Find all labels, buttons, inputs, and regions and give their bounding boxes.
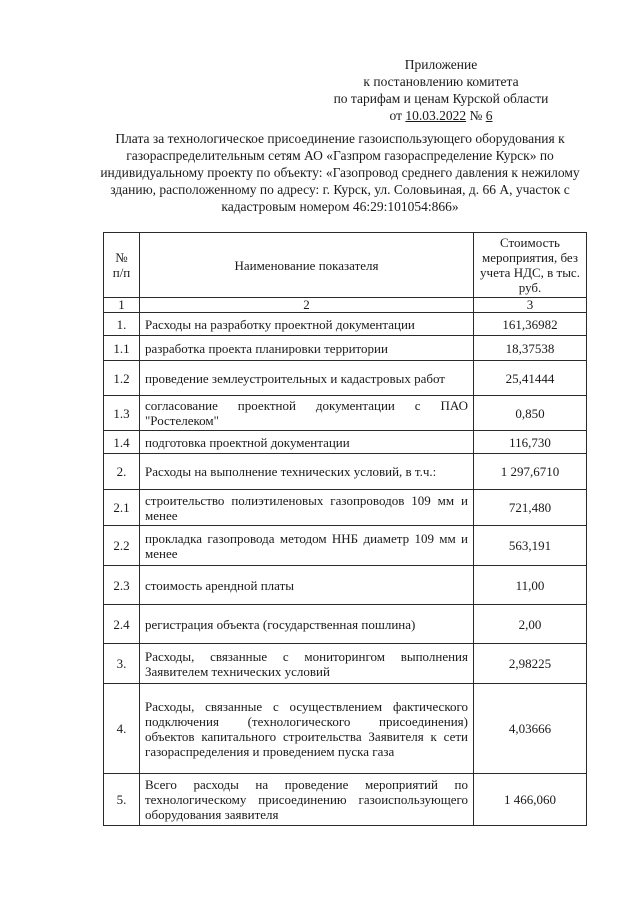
- header-cost: Стоимость мероприятия, без учета НДС, в тыс. руб.: [474, 233, 587, 298]
- row-number: 4.: [104, 684, 140, 774]
- row-name: стоимость арендной платы: [140, 566, 474, 605]
- row-value: 25,41444: [474, 361, 587, 396]
- row-name: разработка проекта планировки территории: [140, 336, 474, 361]
- table-row: [104, 490, 587, 526]
- row-name: подготовка проектной документации: [140, 431, 474, 454]
- row-value: 721,480: [474, 490, 587, 526]
- appendix-block: [316, 56, 566, 124]
- appendix-line-2: к постановлению комитета: [363, 74, 519, 89]
- column-number-1: 1: [104, 298, 140, 313]
- column-number-2: 2: [140, 298, 474, 313]
- row-name: Расходы, связанные с мониторингом выполнения Заявителем технических условий: [140, 644, 474, 684]
- table-row: [104, 605, 587, 644]
- row-number: 2.4: [104, 605, 140, 644]
- document-title: Плата за технологическое присоединение газоиспользующего оборудования к газораспределительным сетям АО «Газпром газораспределение Курск» по индивидуальному проекту по объекту: «Газопровод среднего давления к нежилому зданию, расположенному по адресу: г. Курск, ул. Соловьиная, д. 66 А, участок с кадастровым номером 46:29:101054:866»: [100, 131, 580, 214]
- row-value: 563,191: [474, 526, 587, 566]
- row-name: Расходы на разработку проектной документации: [140, 313, 474, 336]
- table-row: [104, 361, 587, 396]
- table-row: [104, 644, 587, 684]
- row-value: 2,98225: [474, 644, 587, 684]
- row-number: 2.: [104, 454, 140, 490]
- table-header-row: [104, 233, 587, 298]
- column-numbers-row: [104, 298, 587, 313]
- row-value: 116,730: [474, 431, 587, 454]
- resolution-date: 10.03.2022: [405, 108, 467, 123]
- row-number: 1.2: [104, 361, 140, 396]
- header-name: Наименование показателя: [140, 233, 474, 298]
- row-value: 11,00: [474, 566, 587, 605]
- resolution-number: 6: [485, 108, 493, 123]
- date-prefix: от: [389, 108, 406, 123]
- table-row: [104, 454, 587, 490]
- cost-table: [103, 232, 587, 826]
- row-number: 2.3: [104, 566, 140, 605]
- row-value: 1 297,6710: [474, 454, 587, 490]
- table-row: [104, 336, 587, 361]
- row-number: 3.: [104, 644, 140, 684]
- row-number: 1.: [104, 313, 140, 336]
- row-number: 2.1: [104, 490, 140, 526]
- appendix-line-1: Приложение: [404, 57, 478, 72]
- table-row: [104, 431, 587, 454]
- row-name: строительство полиэтиленовых газопроводов 109 мм и менее: [140, 490, 474, 526]
- table-row: [104, 313, 587, 336]
- appendix-date-line: [316, 107, 566, 124]
- row-name: согласование проектной документации с ПАО "Ростелеком": [140, 396, 474, 431]
- row-name: проведение землеустроительных и кадастровых работ: [140, 361, 474, 396]
- row-name: Расходы, связанные с осуществлением фактического подключения (технологического присоединения) объектов капитального строительства Заявителя к сети газораспределения и проведением пуска газа: [140, 684, 474, 774]
- row-value: 0,850: [474, 396, 587, 431]
- row-name: прокладка газопровода методом ННБ диаметр 109 мм и менее: [140, 526, 474, 566]
- table-row: [104, 566, 587, 605]
- header-number: № п/п: [104, 233, 140, 298]
- column-number-3: 3: [474, 298, 587, 313]
- table-row: [104, 774, 587, 826]
- row-value: 18,37538: [474, 336, 587, 361]
- row-number: 1.4: [104, 431, 140, 454]
- number-prefix: №: [466, 108, 486, 123]
- row-name: Расходы на выполнение технических условий, в т.ч.:: [140, 454, 474, 490]
- row-number: 1.3: [104, 396, 140, 431]
- row-name: Всего расходы на проведение мероприятий по технологическому присоединению газоиспользующего оборудования заявителя: [140, 774, 474, 826]
- row-name: регистрация объекта (государственная пошлина): [140, 605, 474, 644]
- row-value: 161,36982: [474, 313, 587, 336]
- table-row: [104, 396, 587, 431]
- row-value: 4,03666: [474, 684, 587, 774]
- row-value: 2,00: [474, 605, 587, 644]
- row-value: 1 466,060: [474, 774, 587, 826]
- appendix-line-3: по тарифам и ценам Курской области: [333, 91, 549, 106]
- row-number: 5.: [104, 774, 140, 826]
- table-row: [104, 526, 587, 566]
- table-row: [104, 684, 587, 774]
- row-number: 1.1: [104, 336, 140, 361]
- row-number: 2.2: [104, 526, 140, 566]
